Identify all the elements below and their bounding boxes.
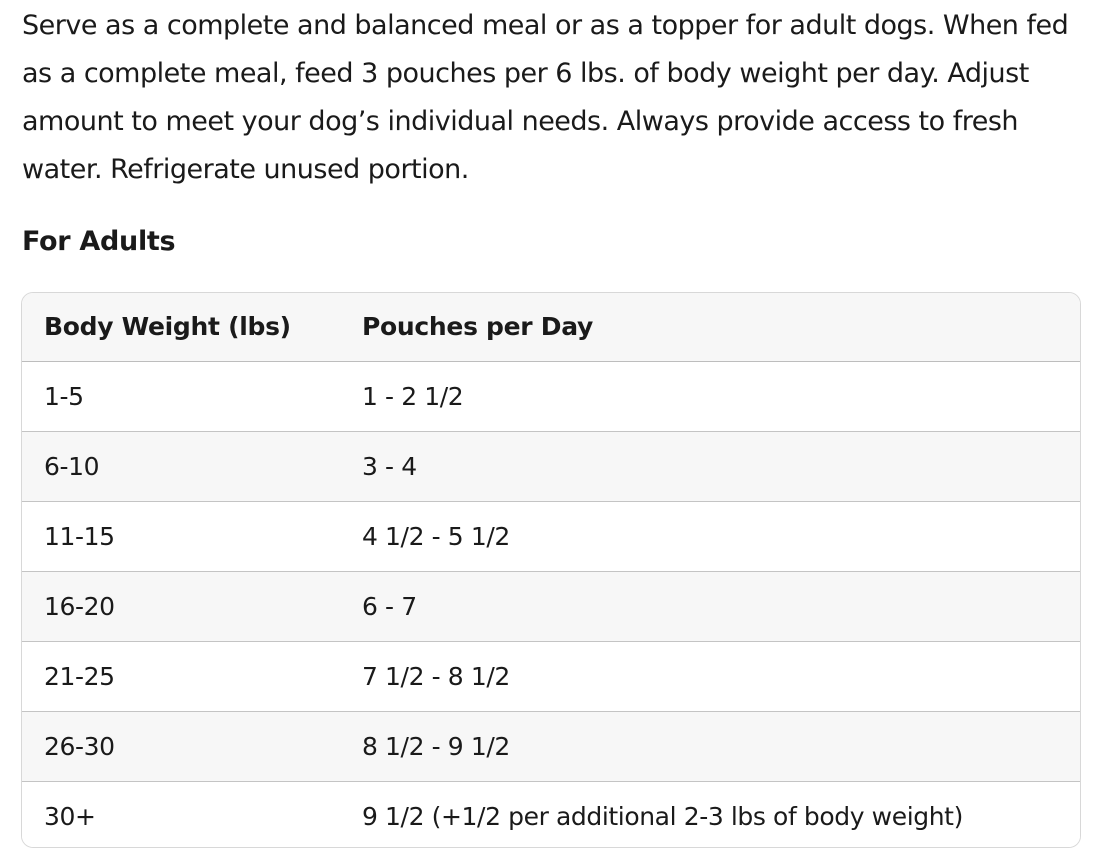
table-header-row — [22, 293, 1080, 361]
body-weight-cell: 11-15 — [22, 501, 340, 571]
body-weight-cell: 30+ — [44, 801, 96, 831]
table-row — [22, 711, 1080, 781]
section-heading-for-adults: For Adults — [22, 226, 176, 257]
table-row — [22, 501, 1080, 571]
body-weight-cell: 1-5 — [22, 361, 340, 431]
table-row — [22, 431, 1080, 501]
pouches-per-day-cell: 4 1/2 - 5 1/2 — [340, 501, 1080, 571]
body-weight-cell: 6-10 — [22, 431, 340, 501]
pouches-per-day-cell: 3 - 4 — [340, 431, 1080, 501]
pouches-per-day-cell: 1 - 2 1/2 — [340, 361, 1080, 431]
body-weight-cell: 16-20 — [22, 571, 340, 641]
table-row — [22, 641, 1080, 711]
table-row — [22, 781, 1080, 848]
body-weight-cell: 26-30 — [22, 711, 340, 781]
pouches-per-day-cell: 8 1/2 - 9 1/2 — [340, 711, 1080, 781]
pouches-per-day-cell: 6 - 7 — [340, 571, 1080, 641]
column-header-body-weight: Body Weight (lbs) — [22, 293, 340, 361]
pouches-per-day-cell: 7 1/2 - 8 1/2 — [340, 641, 1080, 711]
feeding-table — [22, 293, 1080, 848]
table-row — [22, 571, 1080, 641]
feeding-instructions-text: Serve as a complete and balanced meal or as a topper for adult dogs. When fed as a complete meal, feed 3 pouches per 6 lbs. of body weight per day. Adjust amount to meet your dog’s individual needs. Always provide access to fresh water. Refrigerate unused portion. — [22, 10, 1069, 185]
column-header-pouches-per-day: Pouches per Day — [340, 293, 1080, 361]
feeding-table-container — [21, 292, 1081, 848]
table-row — [22, 361, 1080, 431]
body-weight-cell: 21-25 — [22, 641, 340, 711]
pouches-per-day-cell: 9 1/2 (+1/2 per additional 2-3 lbs of body weight) — [362, 801, 963, 831]
